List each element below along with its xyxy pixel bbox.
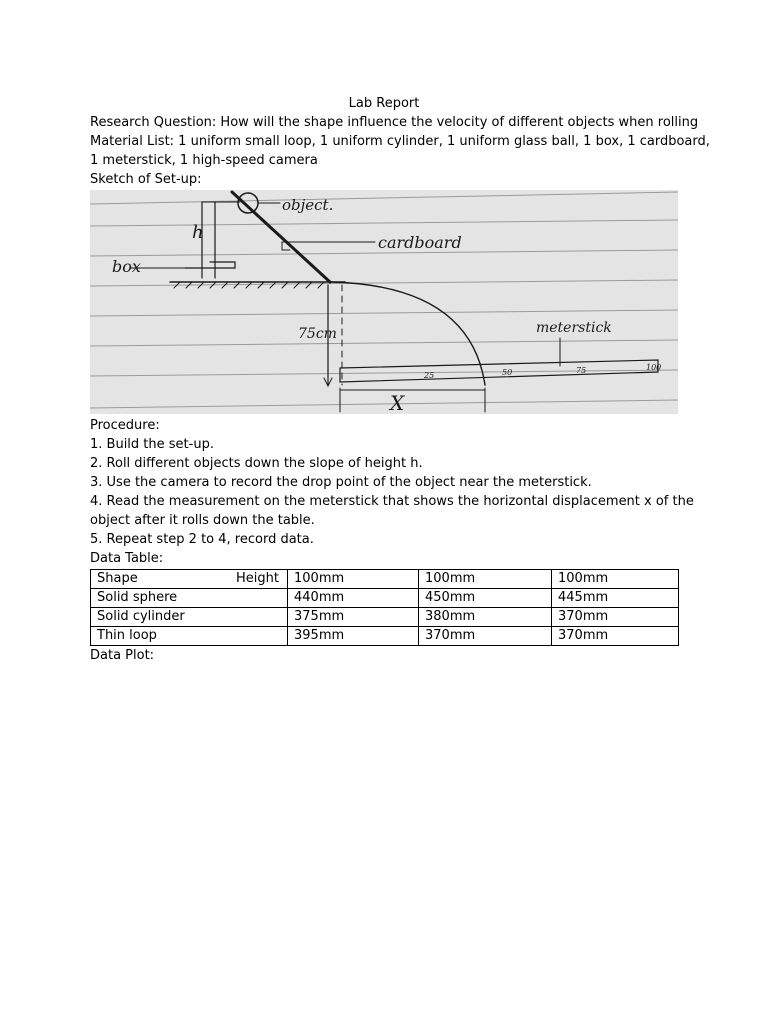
row-name: Thin loop bbox=[91, 627, 288, 646]
header-height: Height bbox=[236, 571, 279, 586]
procedure-heading: Procedure: bbox=[90, 418, 160, 433]
tick-50: 50 bbox=[502, 368, 513, 377]
procedure-step-2: 2. Roll different objects down the slope of height h. bbox=[90, 456, 423, 471]
label-meterstick: meterstick bbox=[536, 320, 612, 336]
setup-sketch-photo bbox=[90, 190, 678, 414]
procedure-step-4-cont: object after it rolls down the table. bbox=[90, 513, 315, 528]
material-list-line-2: 1 meterstick, 1 high-speed camera bbox=[90, 153, 318, 168]
header-col-3: 100mm bbox=[552, 570, 679, 589]
data-table-heading: Data Table: bbox=[90, 551, 164, 566]
table-header-row bbox=[91, 570, 679, 589]
data-plot-heading: Data Plot: bbox=[90, 648, 155, 663]
research-question: Research Question: How will the shape influence the velocity of different objects when rolling bbox=[90, 115, 699, 130]
header-col-1: 100mm bbox=[288, 570, 419, 589]
tick-100: 100 bbox=[646, 363, 662, 372]
tick-25: 25 bbox=[424, 371, 435, 380]
table-row bbox=[91, 627, 679, 646]
table-row bbox=[91, 589, 679, 608]
table-cell: 450mm bbox=[419, 589, 552, 608]
label-box: box bbox=[112, 257, 141, 276]
table-cell: 440mm bbox=[288, 589, 419, 608]
lab-report-page bbox=[90, 94, 710, 665]
procedure-step-4: 4. Read the measurement on the meterstick that shows the horizontal displacement x of the bbox=[90, 494, 694, 509]
procedure-step-5: 5. Repeat step 2 to 4, record data. bbox=[90, 532, 314, 547]
tick-75: 75 bbox=[576, 366, 587, 375]
row-name: Solid sphere bbox=[91, 589, 288, 608]
sketch-heading: Sketch of Set-up: bbox=[90, 172, 202, 187]
table-cell: 375mm bbox=[288, 608, 419, 627]
table-row bbox=[91, 608, 679, 627]
procedure-step-1: 1. Build the set-up. bbox=[90, 437, 214, 452]
material-list-line-1: Material List: 1 uniform small loop, 1 uniform cylinder, 1 uniform glass ball, 1 box, 1 cardboard, bbox=[90, 134, 710, 149]
label-cardboard: cardboard bbox=[378, 233, 462, 252]
header-col-2: 100mm bbox=[419, 570, 552, 589]
table-cell: 370mm bbox=[552, 627, 679, 646]
label-h: h bbox=[192, 222, 204, 243]
header-shape: Shape bbox=[97, 571, 138, 586]
page-title: Lab Report bbox=[348, 96, 420, 111]
data-table bbox=[90, 569, 679, 646]
table-cell: 395mm bbox=[288, 627, 419, 646]
table-cell: 445mm bbox=[552, 589, 679, 608]
label-x: X bbox=[390, 391, 405, 414]
label-object: object. bbox=[282, 196, 334, 214]
row-name: Solid cylinder bbox=[91, 608, 288, 627]
table-header-shape-height bbox=[91, 570, 288, 589]
table-cell: 380mm bbox=[419, 608, 552, 627]
label-75cm: 75cm bbox=[298, 326, 337, 342]
table-cell: 370mm bbox=[419, 627, 552, 646]
procedure-step-3: 3. Use the camera to record the drop point of the object near the meterstick. bbox=[90, 475, 592, 490]
table-cell: 370mm bbox=[552, 608, 679, 627]
